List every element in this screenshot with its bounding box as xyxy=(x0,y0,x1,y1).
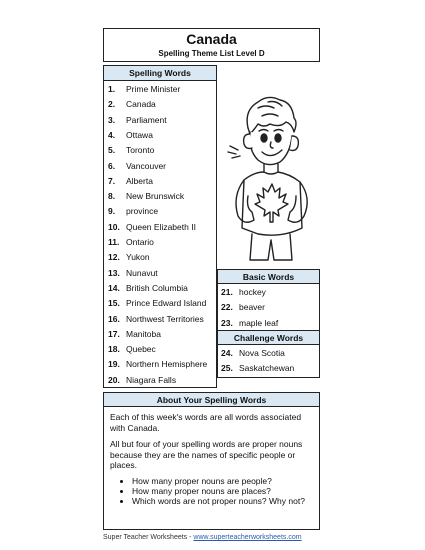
word-number: 9. xyxy=(108,206,116,217)
challenge-words-header: Challenge Words xyxy=(218,331,319,345)
challenge-words-box xyxy=(217,330,320,378)
word-item xyxy=(108,327,161,342)
word-item xyxy=(108,235,154,250)
word-text: Vancouver xyxy=(126,160,167,171)
word-text: Parliament xyxy=(126,114,167,125)
word-item xyxy=(221,285,266,301)
word-number: 6. xyxy=(108,160,116,171)
word-text: hockey xyxy=(239,287,266,297)
page-title: Canada xyxy=(186,31,237,47)
about-paragraph-2: All but four of your spelling words are proper nouns because they are the names of specific people or places. xyxy=(110,439,303,470)
word-number: 10. xyxy=(108,221,120,232)
word-number: 3. xyxy=(108,114,116,125)
footer-link[interactable]: www.superteacherworksheets.com xyxy=(193,534,302,541)
word-text: Northern Hemisphere xyxy=(126,359,208,370)
word-text: Nova Scotia xyxy=(239,348,285,358)
word-number: 24. xyxy=(221,348,233,358)
about-header: About Your Spelling Words xyxy=(104,393,319,407)
about-question-list xyxy=(104,476,319,506)
word-number: 4. xyxy=(108,129,116,140)
word-item xyxy=(108,82,180,97)
word-text: Canada xyxy=(126,99,156,110)
word-text: Manitoba xyxy=(126,328,161,339)
about-question: • How many proper nouns are people? xyxy=(132,476,319,486)
word-number: 23. xyxy=(221,317,233,328)
footer-text: Super Teacher Worksheets - xyxy=(103,534,194,541)
word-number: 18. xyxy=(108,344,120,355)
word-text: British Columbia xyxy=(126,282,188,293)
word-text: Yukon xyxy=(126,252,150,263)
word-number: 15. xyxy=(108,298,120,309)
word-item xyxy=(108,373,176,388)
word-text: Prime Minister xyxy=(126,84,181,94)
word-item xyxy=(108,312,204,327)
word-number: 7. xyxy=(108,175,116,186)
word-text: New Brunswick xyxy=(126,191,185,202)
word-item xyxy=(108,266,158,281)
word-item xyxy=(221,300,265,316)
word-number: 11. xyxy=(108,237,120,247)
word-text: Quebec xyxy=(126,344,156,355)
word-number: 13. xyxy=(108,267,120,278)
word-item xyxy=(108,174,153,189)
basic-words-box xyxy=(217,269,320,331)
word-text: beaver xyxy=(239,302,265,313)
word-text: Niagara Falls xyxy=(126,374,177,385)
word-text: maple leaf xyxy=(239,317,279,328)
word-item xyxy=(108,159,166,174)
word-item xyxy=(108,250,150,265)
spelling-words-box xyxy=(103,65,217,388)
word-text: Prince Edward Island xyxy=(126,298,207,309)
title-box xyxy=(103,28,320,62)
word-text: Queen Elizabeth II xyxy=(126,221,196,232)
word-number: 8. xyxy=(108,191,116,202)
word-item xyxy=(108,189,184,204)
boy-with-maple-leaf-shirt-illustration xyxy=(218,88,318,266)
word-text: Saskatchewan xyxy=(239,363,295,374)
footer xyxy=(103,534,302,541)
word-text: province xyxy=(126,206,159,217)
word-number: 16. xyxy=(108,313,120,324)
word-text: Alberta xyxy=(126,175,153,186)
about-paragraph-1: Each of this week's words are all words associated with Canada. xyxy=(110,412,302,433)
word-item xyxy=(108,143,154,158)
word-number: 12. xyxy=(108,252,120,263)
word-number: 2. xyxy=(108,99,116,110)
word-item xyxy=(108,296,206,311)
word-text: Northwest Territories xyxy=(126,313,204,324)
about-question: • How many proper nouns are places? xyxy=(132,486,319,496)
word-item xyxy=(108,204,158,219)
word-text: Nunavut xyxy=(126,267,158,278)
about-box xyxy=(103,392,320,530)
word-number: 1. xyxy=(108,84,116,94)
word-number: 17. xyxy=(108,328,120,339)
word-number: 20. xyxy=(108,374,120,385)
word-text: Ottawa xyxy=(126,129,153,140)
word-number: 19. xyxy=(108,359,120,370)
word-item xyxy=(108,97,156,112)
word-number: 25. xyxy=(221,363,233,374)
word-item xyxy=(108,342,156,357)
word-item xyxy=(108,220,196,235)
word-text: Ontario xyxy=(126,237,154,247)
page-subtitle: Spelling Theme List Level D xyxy=(158,49,265,58)
word-item xyxy=(221,316,278,332)
word-number: 21. xyxy=(221,287,233,297)
word-item xyxy=(108,281,188,296)
word-item xyxy=(108,357,207,372)
word-number: 14. xyxy=(108,282,120,293)
basic-words-header: Basic Words xyxy=(218,270,319,284)
word-number: 22. xyxy=(221,302,233,313)
word-text: Toronto xyxy=(126,145,155,156)
spelling-words-header: Spelling Words xyxy=(104,66,216,81)
word-item xyxy=(108,113,167,128)
word-number: 5. xyxy=(108,145,116,156)
word-item xyxy=(108,128,153,143)
about-question: • Which words are not proper nouns? Why not? xyxy=(132,496,319,506)
word-item xyxy=(221,361,294,377)
word-item xyxy=(221,346,285,362)
